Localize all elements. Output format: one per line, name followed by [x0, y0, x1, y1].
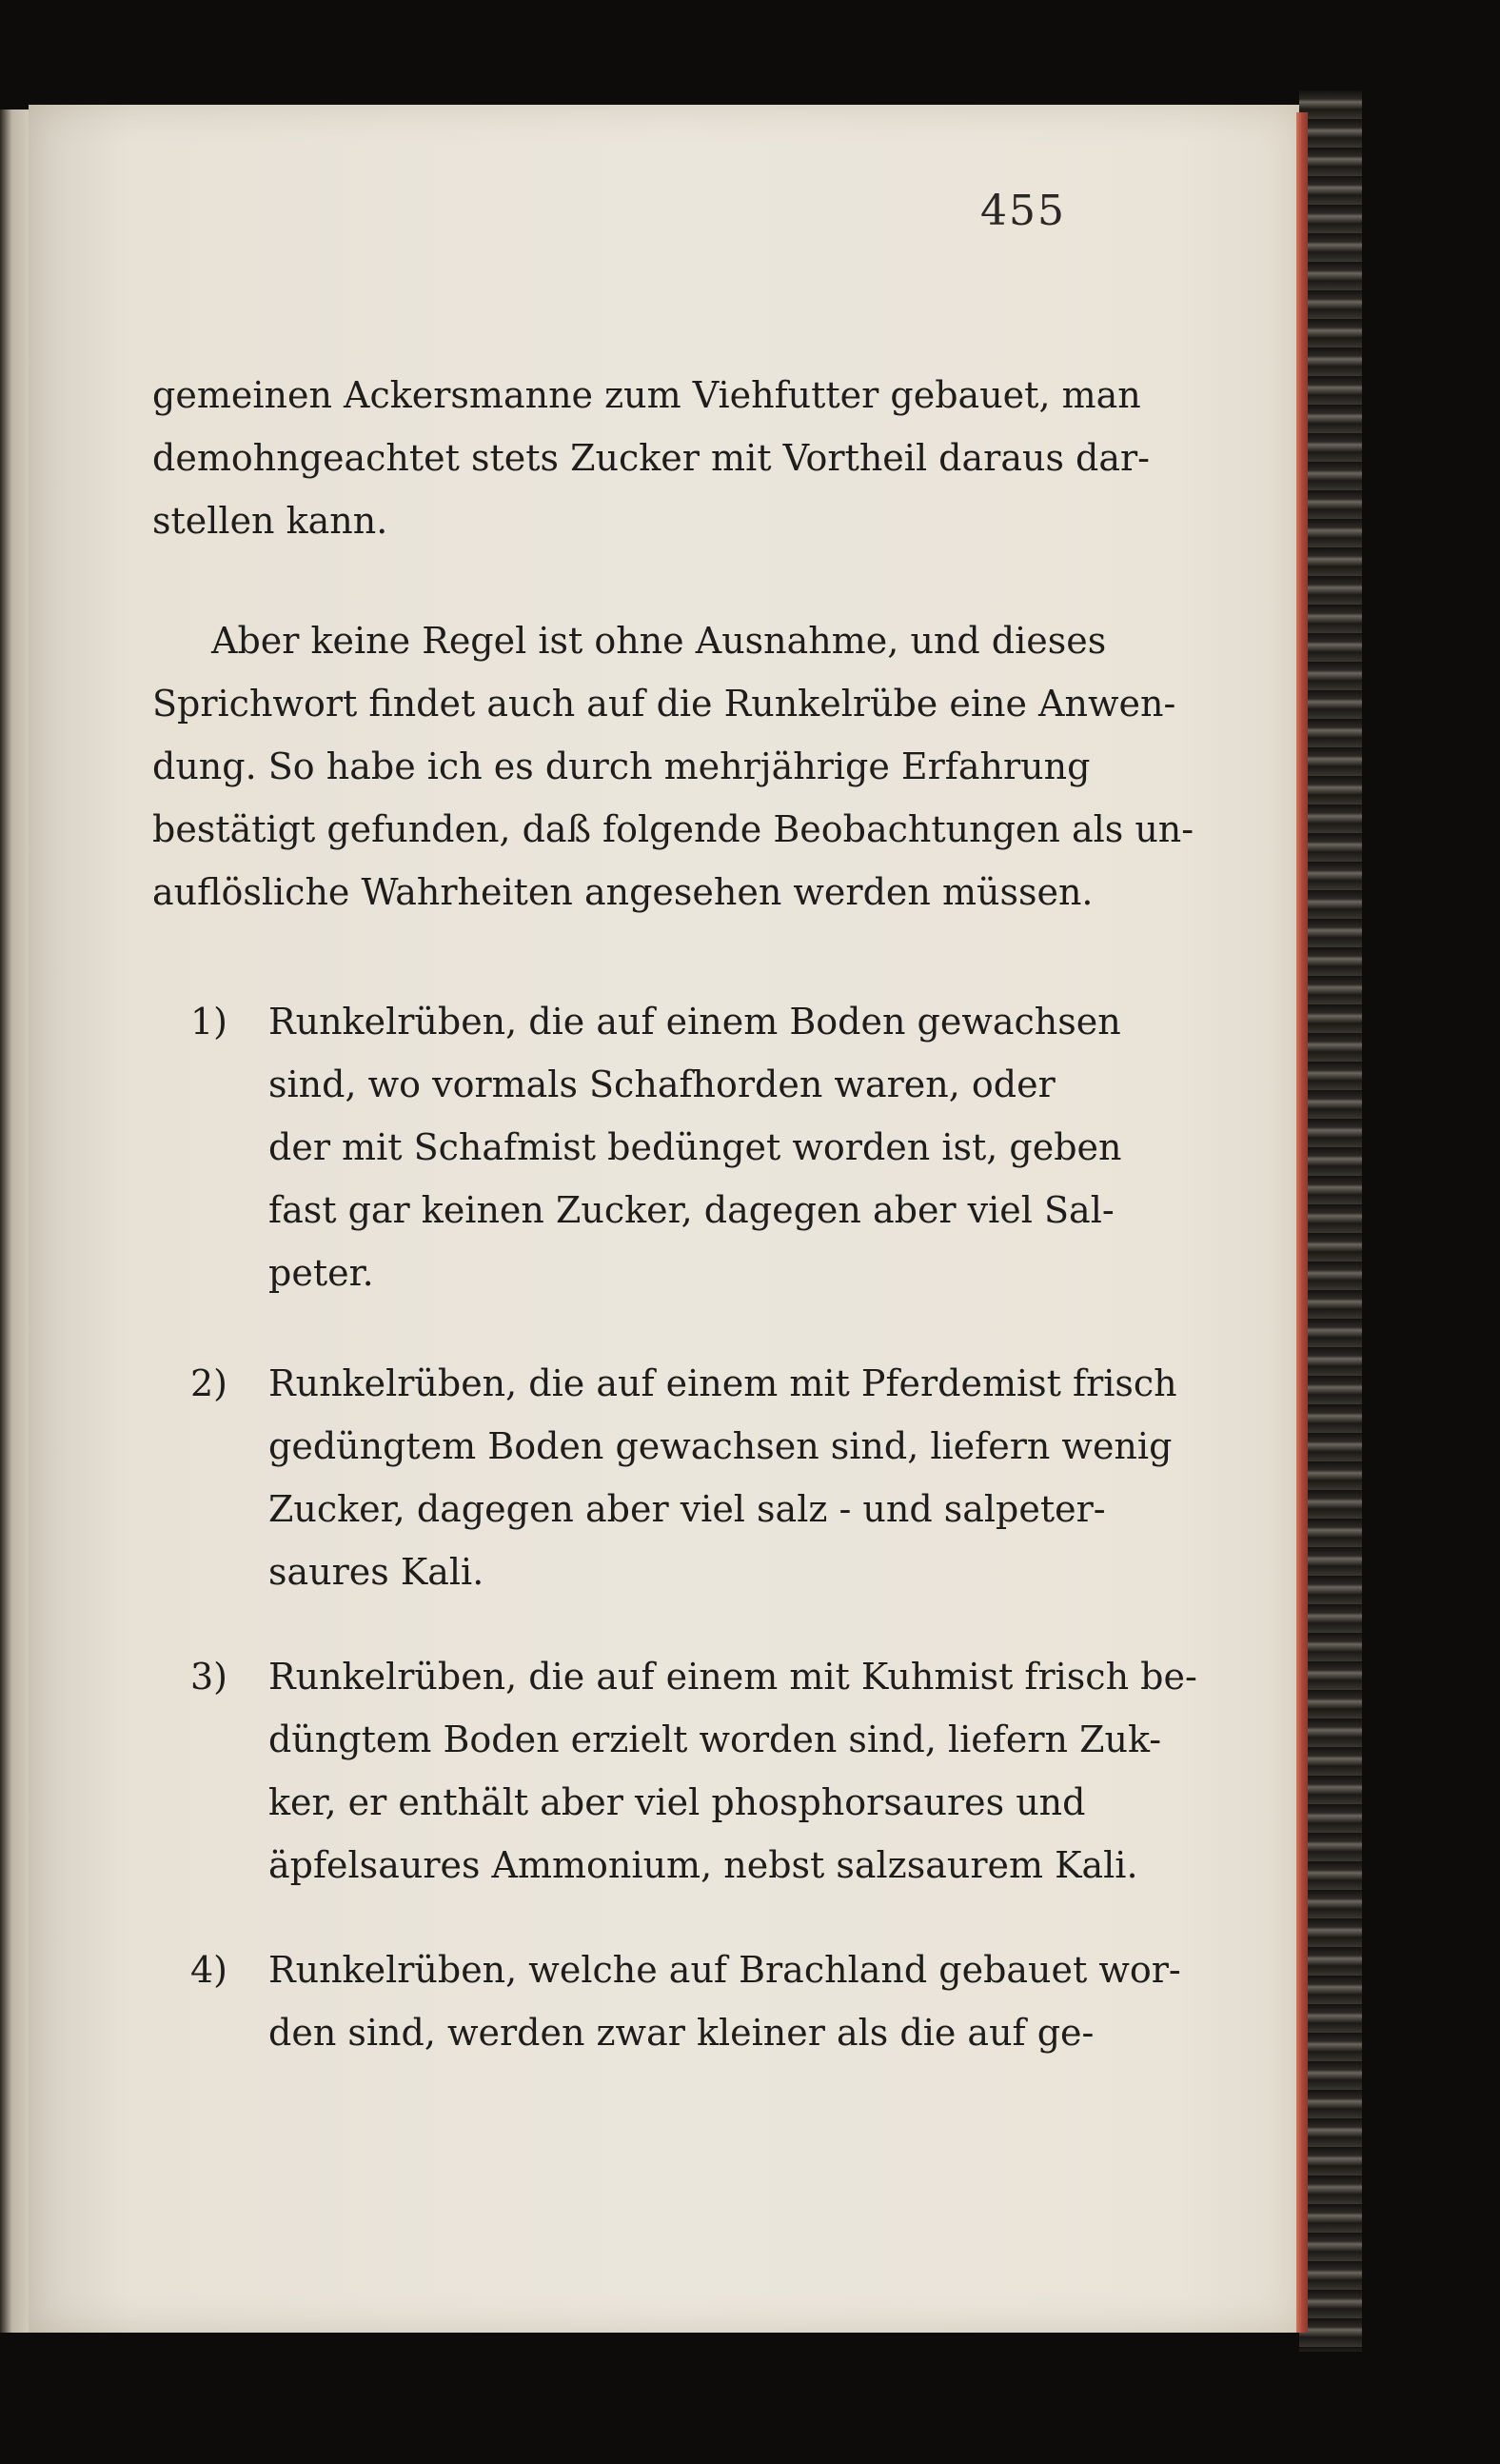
list-number: 3)	[190, 1656, 228, 1698]
list-item	[152, 1352, 1177, 1603]
text-line: der mit Schafmist bedünget worden ist, geben	[268, 1126, 1122, 1168]
text-line: fast gar keinen Zucker, dagegen aber viel Sal-	[268, 1189, 1115, 1231]
text-line: gedüngtem Boden gewachsen sind, liefern wenig	[268, 1425, 1173, 1467]
text-line: Zucker, dagegen aber viel salz - und salpeter-	[268, 1488, 1106, 1530]
list-item	[152, 1938, 1181, 2064]
text-line: bestätigt gefunden, daß folgende Beobachtungen als un-	[152, 808, 1194, 850]
text-line: ker, er enthält aber viel phosphorsaures und	[268, 1781, 1086, 1823]
intro-paragraph	[152, 364, 1151, 552]
paragraph	[152, 609, 1194, 924]
book-binding	[1299, 90, 1362, 2352]
text-line: peter.	[268, 1252, 374, 1294]
text-line: stellen kann.	[152, 500, 388, 542]
text-line: gemeinen Ackersmanne zum Viehfutter gebauet, man	[152, 374, 1141, 416]
list-number: 2)	[190, 1362, 228, 1404]
text-line: äpfelsaures Ammonium, nebst salzsaurem Kali.	[268, 1844, 1138, 1886]
list-number: 1)	[190, 1001, 228, 1043]
text-line: Runkelrüben, welche auf Brachland gebauet wor-	[268, 1949, 1181, 1991]
red-page-edge	[1296, 112, 1308, 2333]
text-line: sind, wo vormals Schafhorden waren, oder	[268, 1063, 1056, 1105]
text-line: Runkelrüben, die auf einem mit Kuhmist frisch be-	[268, 1656, 1197, 1698]
list-item	[152, 990, 1122, 1304]
text-line: düngtem Boden erzielt worden sind, liefern Zuk-	[268, 1719, 1162, 1760]
text-line: saures Kali.	[268, 1551, 484, 1593]
text-line: Aber keine Regel ist ohne Ausnahme, und dieses	[211, 620, 1107, 662]
text-line: auflösliche Wahrheiten angesehen werden müssen.	[152, 871, 1094, 913]
list-item	[152, 1645, 1197, 1897]
text-line: Runkelrüben, die auf einem mit Pferdemist frisch	[268, 1362, 1177, 1404]
text-line: dung. So habe ich es durch mehrjährige Erfahrung	[152, 745, 1091, 787]
list-number: 4)	[190, 1949, 228, 1991]
text-line: den sind, werden zwar kleiner als die auf ge-	[268, 2012, 1095, 2054]
text-line: Runkelrüben, die auf einem Boden gewachsen	[268, 1001, 1121, 1043]
text-line: demohngeachtet stets Zucker mit Vortheil daraus dar-	[152, 437, 1151, 479]
text-line: Sprichwort findet auch auf die Runkelrübe eine Anwen-	[152, 683, 1176, 725]
page-number: 455	[980, 187, 1066, 235]
